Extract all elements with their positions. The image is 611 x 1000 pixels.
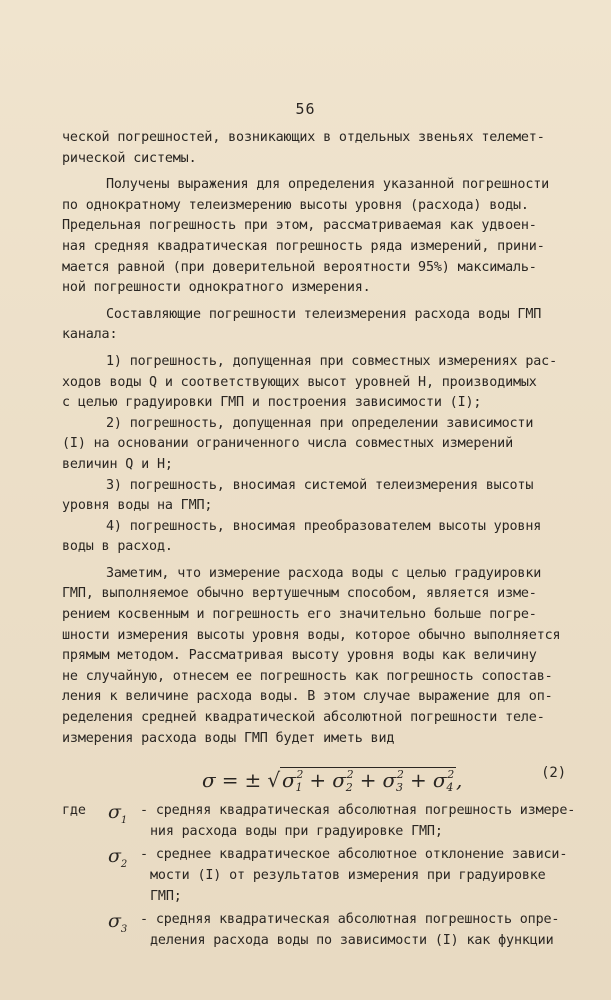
definition-symbol: $\sigma_3$: [108, 910, 128, 935]
text-line: ГМП;: [150, 888, 182, 904]
paragraph-expressions: [62, 175, 602, 299]
text-line: 4) погрешность, вносимая преобразователем высоты уровня: [106, 518, 542, 534]
text-line: деления расхода воды по зависимости (I) как функции: [150, 932, 554, 948]
definition-item: [62, 845, 602, 907]
text-line: мается равной (при доверительной вероятности 95%) максималь-: [62, 259, 537, 275]
text-line: измерения расхода воды ГМП будет иметь вид: [62, 730, 395, 746]
text-line: воды в расход.: [62, 539, 173, 555]
text-line: прямым методом. Рассматривая высоту уровня воды как величину: [62, 648, 537, 664]
text-line: ния расхода воды при градуировке ГМП;: [150, 823, 443, 839]
numbered-list: [62, 352, 602, 558]
definition-text: [140, 845, 602, 907]
equation-2: [62, 759, 602, 793]
text-line: мости (I) от результатов измерения при градуировке: [150, 868, 546, 883]
text-line: ходов воды Q и соответствующих высот уровней Н, производимых: [62, 374, 537, 390]
definition-text: [140, 801, 602, 842]
text-line: рением косвенным и погрешность его значительно больше погре-: [62, 607, 537, 623]
sqrt-sign: √: [267, 768, 280, 793]
text-line: ческой погрешностей, возникающих в отдельных звеньях телемет-: [62, 130, 545, 145]
text-line: не случайную, отнесем ее погрешность как погрешность сопостав-: [62, 668, 553, 684]
definition-symbol: $\sigma_2$: [108, 845, 128, 871]
page-number: 56: [295, 100, 316, 118]
text-line: величин Q и Н;: [62, 456, 173, 472]
list-item: [62, 414, 602, 476]
list-item: [62, 352, 602, 414]
paragraph-note: [62, 564, 602, 749]
definition-item: [62, 801, 602, 842]
text-line: ределения средней квадратической абсолютной погрешности теле-: [62, 710, 545, 726]
equation-number: (2): [541, 765, 566, 782]
text-line: рической системы.: [62, 150, 197, 166]
text-line: (I) на основании ограниченного числа совместных измерений: [62, 436, 513, 452]
text-line: ная средняя квадратическая погрешность ряда измерений, прини-: [62, 238, 545, 254]
text-line: Получены выражения для определения указанной погрешности: [106, 177, 550, 193]
equation-expression: σ = ± √ $\sigma_1^2 + \sigma_2^2 + \sigma_3^2 + \sigma_4^2$ ,: [202, 768, 463, 795]
text-line: канала:: [62, 327, 118, 343]
definition-item: [62, 910, 602, 951]
definitions-list: [62, 801, 602, 951]
text-line: Предельная погрешность при этом, рассматриваемая как удвоен-: [62, 218, 537, 234]
text-line: по однократному телеизмерению высоты уровня (расхода) воды.: [62, 197, 529, 213]
text-line: уровня воды на ГМП;: [62, 498, 213, 514]
definition-text: [140, 910, 602, 951]
text-line: Составляющие погрешности телеизмерения расхода воды ГМП: [106, 306, 542, 322]
text-line: 2) погрешность, допущенная при определении зависимости: [106, 415, 534, 431]
text-line: ГМП, выполняемое обычно вертушечным способом, является изме-: [62, 586, 537, 602]
text-line: Заметим, что измерение расхода воды с целью градуировки: [106, 565, 542, 581]
list-item: [62, 476, 602, 517]
definition-symbol: $\sigma_1$: [108, 801, 128, 827]
text-line: ной погрешности однократного измерения.: [62, 280, 371, 296]
list-item: [62, 517, 602, 558]
paragraph-continuation: [62, 128, 602, 169]
definitions-lead: где: [62, 803, 86, 819]
text-line: 3) погрешность, вносимая системой телеизмерения высоты: [106, 477, 534, 493]
text-line: с целью градуировки ГМП и построения зависимости (I);: [62, 395, 482, 411]
text-line: - средняя квадратическая абсолютная погрешность опре-: [140, 912, 560, 928]
text-line: ления к величине расхода воды. В этом случае выражение для оп-: [62, 689, 553, 705]
text-line: шности измерения высоты уровня воды, которое обычно выполняется: [62, 627, 561, 643]
text-line: - среднее квадратическое абсолютное отклонение зависи-: [140, 847, 568, 863]
document-body: [62, 128, 602, 954]
paragraph-components: [62, 305, 602, 346]
text-line: - средняя квадратическая абсолютная погрешность измере-: [140, 803, 576, 819]
text-line: 1) погрешность, допущенная при совместных измерениях рас-: [106, 353, 557, 369]
equation-lhs: σ = ±: [202, 768, 262, 793]
radicand: $\sigma_1^2 + \sigma_2^2 + \sigma_3^2 + \sigma_4^2$: [281, 768, 455, 795]
